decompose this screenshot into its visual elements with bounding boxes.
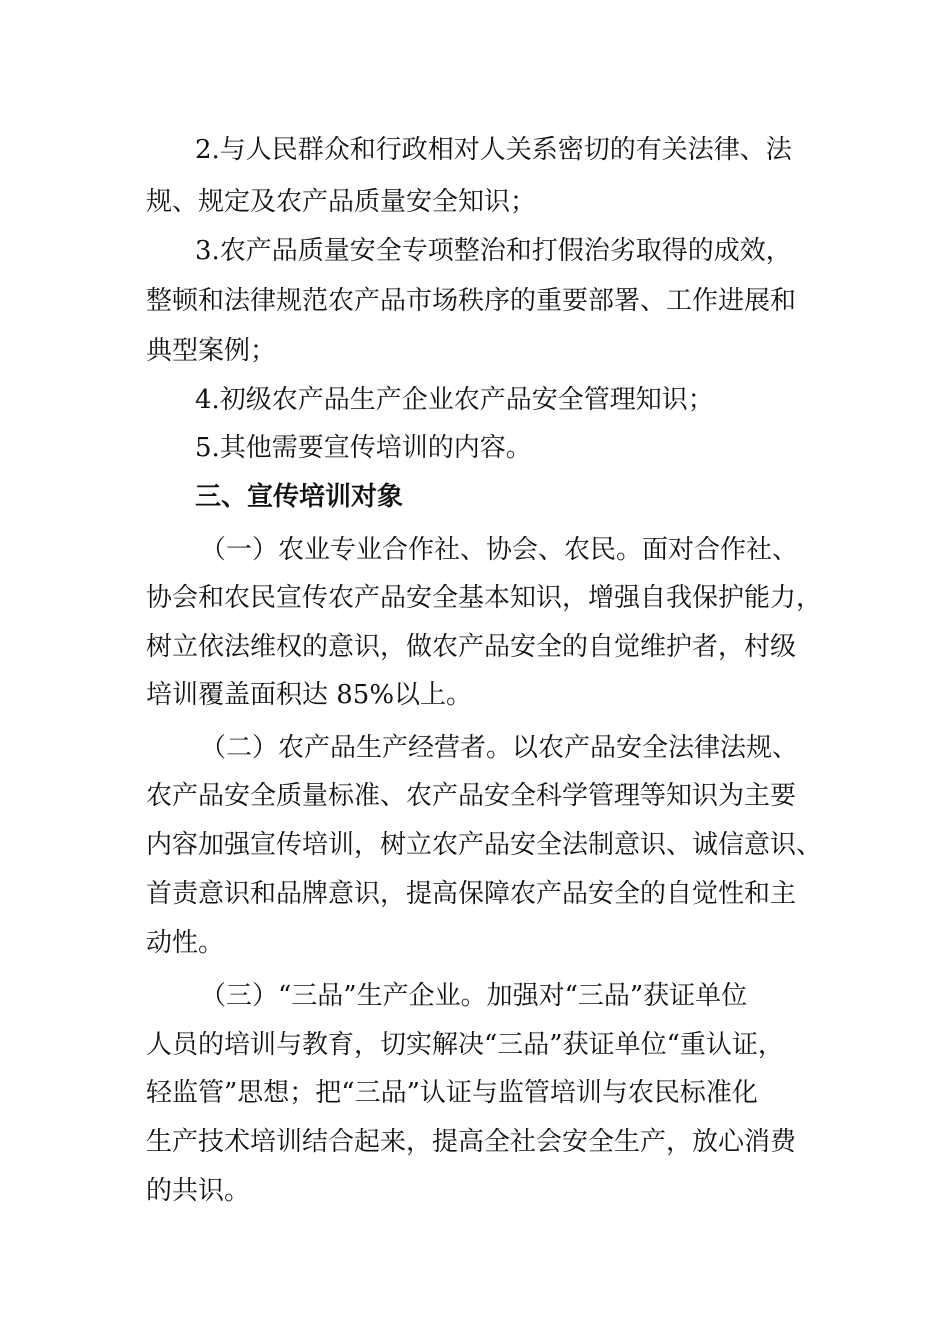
paragraph-1-line-2: 协会和农民宣传农产品安全基本知识，增强自我保护能力， [146, 583, 823, 613]
paragraph-1-line-3: 树立依法维权的意识，做农产品安全的自觉维护者，村级 [146, 632, 797, 662]
paragraph-3-line-1: （三）“三品”生产企业。加强对“三品”获证单位 [200, 981, 748, 1011]
paragraph-2-line-3: 内容加强宣传培训，树立农产品安全法制意识、诚信意识、 [146, 830, 823, 860]
section-heading: 三、宣传培训对象 [195, 482, 404, 512]
paragraph-2-line-2: 农产品安全质量标准、农产品安全科学管理等知识为主要 [146, 781, 797, 811]
list-item-3-line-1: 3.农产品质量安全专项整治和打假治劣取得的成效， [195, 236, 792, 266]
list-item-5: 5.其他需要宣传培训的内容。 [195, 433, 532, 463]
paragraph-1-line-4: 培训覆盖面积达 85%以上。 [146, 680, 473, 710]
list-item-3-line-3: 典型案例； [146, 336, 277, 366]
paragraph-3-line-5: 的共识。 [146, 1176, 251, 1206]
list-item-2-line-1: 2.与人民群众和行政相对人关系密切的有关法律、法 [195, 135, 792, 165]
paragraph-2-line-1: （二）农产品生产经营者。以农产品安全法律法规、 [200, 733, 799, 763]
paragraph-2-line-4: 首责意识和品牌意识，提高保障农产品安全的自觉性和主 [146, 879, 797, 909]
paragraph-3-line-2: 人员的培训与教育，切实解决“三品”获证单位“重认证， [146, 1030, 784, 1060]
paragraph-1-line-1: （一）农业专业合作社、协会、农民。面对合作社、 [200, 535, 799, 565]
paragraph-2-line-5: 动性。 [146, 928, 225, 958]
paragraph-3-line-4: 生产技术培训结合起来，提高全社会安全生产，放心消费 [146, 1127, 797, 1157]
list-item-2-line-2: 规、规定及农产品质量安全知识； [146, 187, 537, 217]
paragraph-3-line-3: 轻监管”思想；把“三品”认证与监管培训与农民标准化 [146, 1078, 758, 1108]
list-item-4: 4.初级农产品生产企业农产品安全管理知识； [195, 385, 714, 415]
list-item-3-line-2: 整顿和法律规范农产品市场秩序的重要部署、工作进展和 [146, 286, 797, 316]
